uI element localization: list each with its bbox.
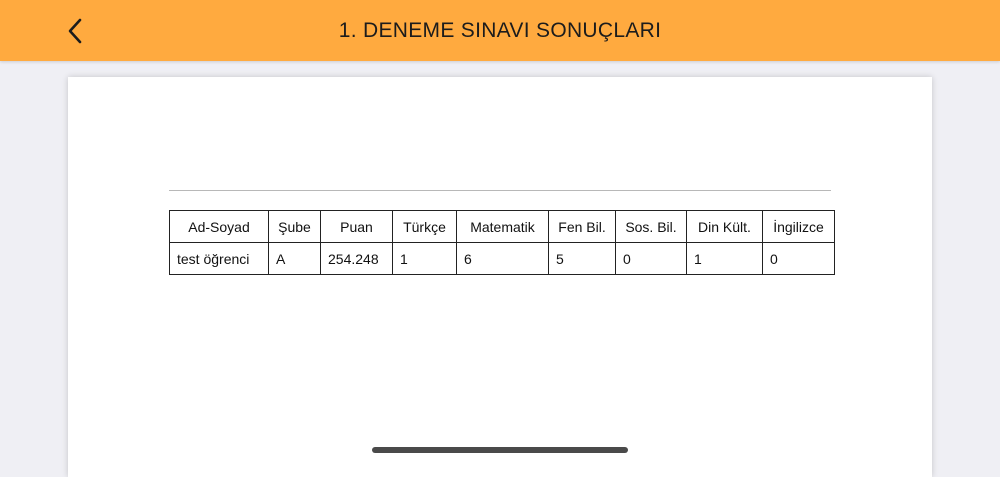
- cell-sos-bil: 0: [616, 243, 687, 275]
- cell-turkce: 1: [393, 243, 457, 275]
- cell-ingilizce: 0: [763, 243, 835, 275]
- column-header-ingilizce: İngilizce: [763, 211, 835, 243]
- cell-ad-soyad: test öğrenci: [170, 243, 269, 275]
- home-indicator[interactable]: [372, 447, 628, 453]
- cell-din-kult: 1: [687, 243, 763, 275]
- cell-sube: A: [269, 243, 321, 275]
- column-header-puan: Puan: [321, 211, 393, 243]
- divider: [169, 190, 831, 191]
- cell-fen-bil: 5: [549, 243, 616, 275]
- column-header-matematik: Matematik: [457, 211, 549, 243]
- table-header-row: [170, 211, 835, 243]
- column-header-turkce: Türkçe: [393, 211, 457, 243]
- column-header-sube: Şube: [269, 211, 321, 243]
- results-document: [68, 77, 932, 477]
- column-header-sos-bil: Sos. Bil.: [616, 211, 687, 243]
- cell-puan: 254.248: [321, 243, 393, 275]
- page-title: 1. DENEME SINAVI SONUÇLARI: [338, 19, 662, 42]
- column-header-ad-soyad: Ad-Soyad: [170, 211, 269, 243]
- cell-matematik: 6: [457, 243, 549, 275]
- results-table: [169, 210, 835, 275]
- table-row: [170, 243, 835, 275]
- column-header-din-kult: Din Kült.: [687, 211, 763, 243]
- navigation-bar: [0, 0, 1000, 61]
- column-header-fen-bil: Fen Bil.: [549, 211, 616, 243]
